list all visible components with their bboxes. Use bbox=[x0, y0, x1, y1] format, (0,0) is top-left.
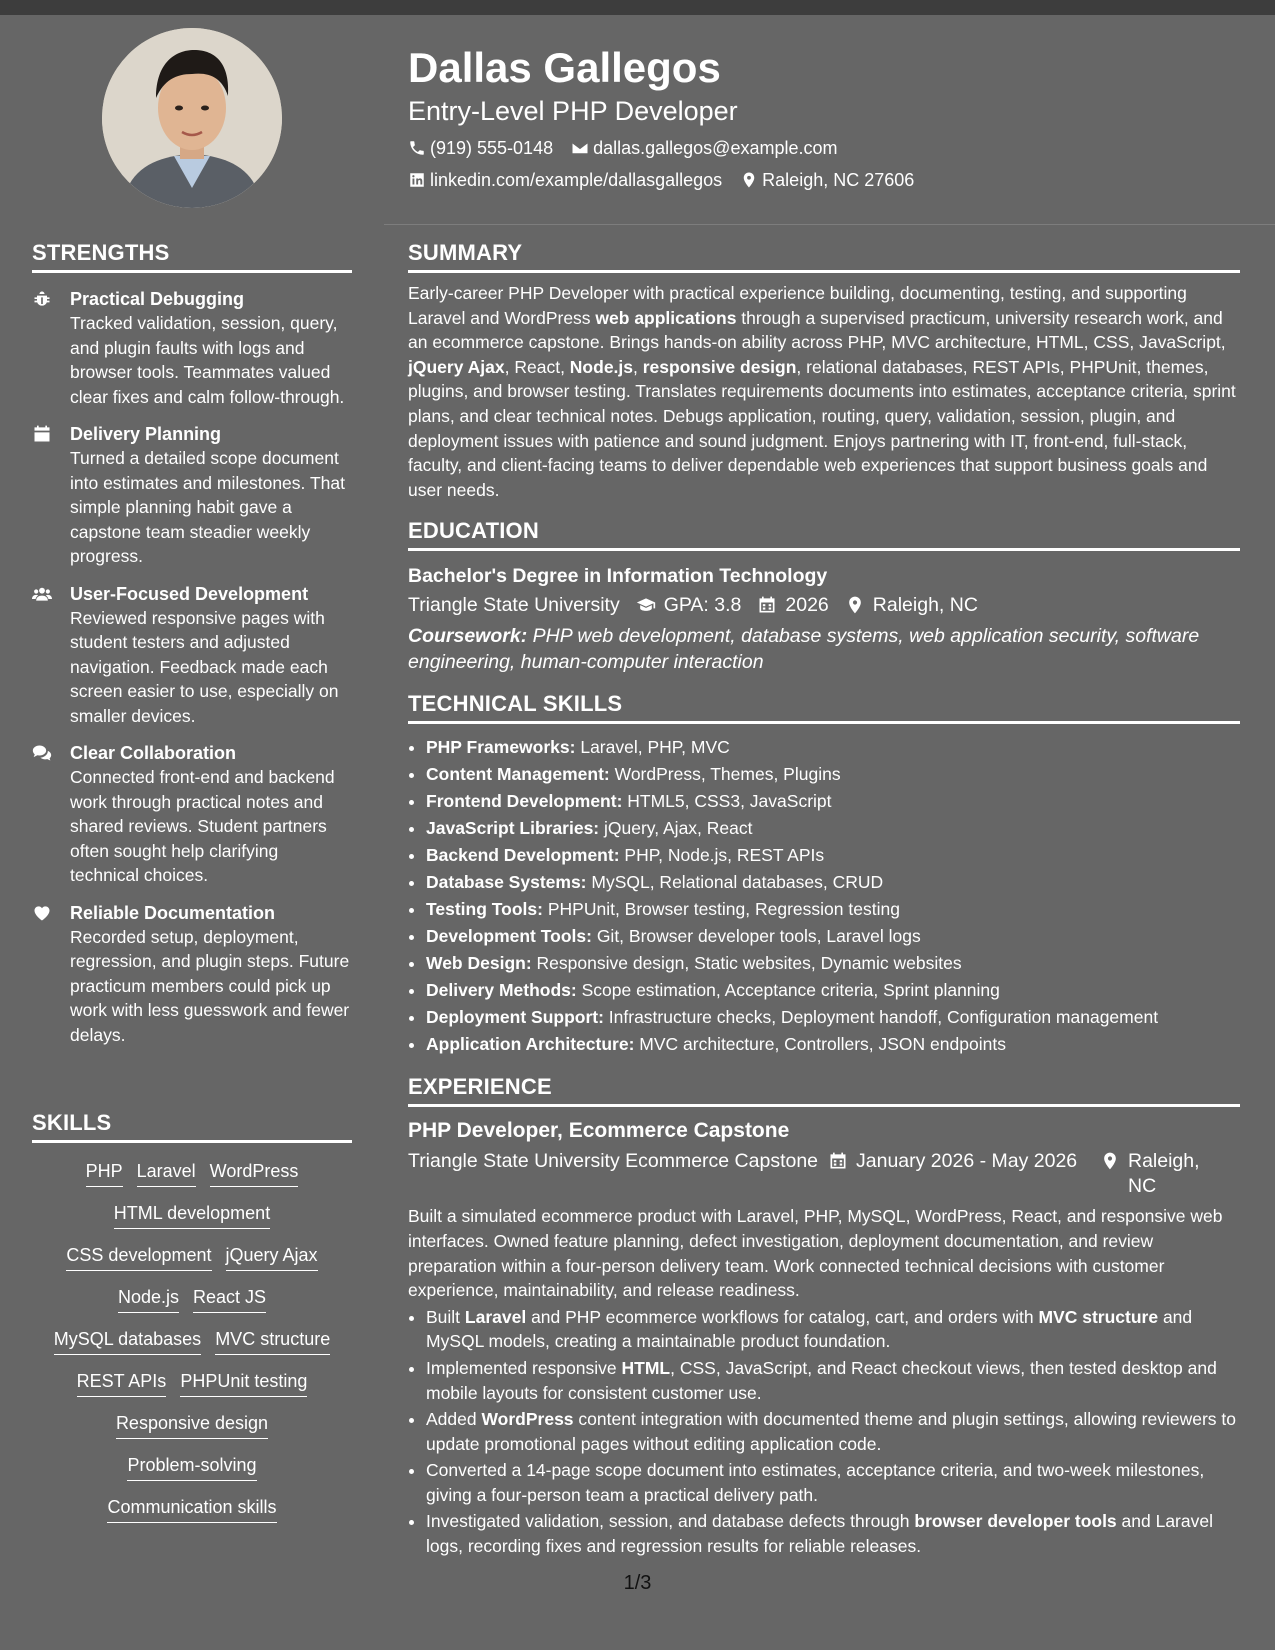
gpa-item bbox=[636, 591, 742, 619]
text-run: and PHP ecommerce workflows for catalog, cart, and orders with bbox=[526, 1306, 1039, 1327]
strength-item bbox=[32, 901, 352, 1048]
job-bullet bbox=[426, 1458, 1240, 1507]
technical-skill-label: Development Tools: bbox=[426, 926, 592, 947]
envelope-icon bbox=[571, 139, 589, 157]
strengths-title: STRENGTHS bbox=[32, 240, 352, 273]
text-run: and MySQL models, creating a maintainable product foundation. bbox=[426, 1306, 1193, 1352]
technical-skill-item bbox=[426, 815, 1240, 842]
strength-description: Tracked validation, session, query, and plugin faults with logs and browser tools. Teammates valued clear fixes and calm follow-through. bbox=[70, 313, 345, 407]
strength-body bbox=[70, 901, 352, 1048]
bold-keyword: WordPress bbox=[481, 1409, 574, 1430]
technical-skill-item bbox=[426, 977, 1240, 1004]
skills-row bbox=[32, 1327, 352, 1355]
map-marker-icon bbox=[740, 171, 758, 189]
technical-skill-value: Laravel, PHP, MVC bbox=[575, 737, 730, 758]
candidate-name: Dallas Gallegos bbox=[408, 44, 721, 91]
skills-row bbox=[32, 1201, 352, 1229]
technical-skill-value: MVC architecture, Controllers, JSON endpoints bbox=[634, 1034, 1006, 1055]
education-title: EDUCATION bbox=[408, 518, 1240, 551]
job-dates-text: January 2026 - May 2026 bbox=[856, 1150, 1078, 1173]
coursework-label: Coursework: bbox=[408, 625, 528, 648]
job-location bbox=[1100, 1149, 1210, 1198]
job-bullets bbox=[408, 1305, 1240, 1559]
calendar-icon bbox=[828, 1151, 848, 1171]
technical-skill-label: Database Systems: bbox=[426, 872, 587, 893]
skill-chip: MVC structure bbox=[215, 1327, 330, 1355]
text-run: , CSS, JavaScript, and React checkout views, then tested desktop and mobile layouts for consistent customer use. bbox=[426, 1357, 1217, 1403]
technical-skill-value: HTML5, CSS3, JavaScript bbox=[622, 791, 832, 812]
text-run: and Laravel logs, recording fixes and regression results for reliable releases. bbox=[426, 1511, 1213, 1557]
technical-skill-label: Content Management: bbox=[426, 764, 610, 785]
edu-location-item bbox=[845, 591, 978, 619]
phone-icon bbox=[408, 139, 426, 157]
profile-photo bbox=[102, 28, 282, 208]
coursework-text: PHP web development, database systems, web application security, software engineering, human-computer interaction bbox=[408, 625, 1200, 674]
technical-skills-list bbox=[408, 734, 1240, 1058]
bold-keyword: browser developer tools bbox=[914, 1511, 1117, 1532]
year-item bbox=[757, 591, 828, 619]
skill-chip: Laravel bbox=[137, 1159, 196, 1187]
strengths-section bbox=[32, 240, 352, 1047]
summary-section bbox=[408, 240, 1240, 502]
technical-skill-value: Scope estimation, Acceptance criteria, Sprint planning bbox=[576, 980, 1000, 1001]
technical-skill-label: Deployment Support: bbox=[426, 1007, 604, 1028]
technical-skill-value: Responsive design, Static websites, Dynamic websites bbox=[531, 953, 962, 974]
calendar-icon bbox=[757, 595, 777, 615]
education-section bbox=[408, 518, 1240, 675]
strength-icon-wrap bbox=[32, 422, 70, 569]
bold-keyword: responsive design bbox=[642, 356, 797, 377]
year-text: 2026 bbox=[785, 594, 829, 617]
job-title: PHP Developer, Ecommerce Capstone bbox=[408, 1119, 790, 1143]
summary-text bbox=[408, 281, 1240, 502]
skill-chip: Responsive design bbox=[116, 1411, 268, 1439]
strength-title: Delivery Planning bbox=[70, 424, 222, 444]
technical-skill-label: Backend Development: bbox=[426, 845, 620, 866]
technical-skill-label: JavaScript Libraries: bbox=[426, 818, 600, 839]
technical-skill-label: Application Architecture: bbox=[426, 1034, 635, 1055]
bold-keyword: MVC structure bbox=[1038, 1306, 1159, 1327]
gpa-text: GPA: 3.8 bbox=[663, 594, 742, 617]
strength-description: Turned a detailed scope document into estimates and milestones. That simple planning habit gave a capstone team steadier weekly progress. bbox=[70, 448, 345, 566]
technical-skill-label: Frontend Development: bbox=[426, 791, 623, 812]
job-dates bbox=[828, 1149, 1100, 1198]
candidate-role: Entry-Level PHP Developer bbox=[408, 96, 738, 126]
text-run: through a supervised practicum, university research work, and an ecommerce capstone. Brings hands-on ability across PHP, MVC architecture, HTML, CSS, JavaScript, bbox=[408, 307, 1226, 353]
job-meta bbox=[408, 1149, 1240, 1198]
experience-section bbox=[408, 1074, 1240, 1558]
coursework bbox=[408, 623, 1240, 675]
bold-keyword: web applications bbox=[595, 307, 737, 328]
strength-description: Connected front-end and backend work through practical notes and shared reviews. Student partners often sought help clarifying technical choices. bbox=[70, 767, 335, 885]
strength-body bbox=[70, 287, 352, 409]
technical-skill-value: PHPUnit, Browser testing, Regression testing bbox=[542, 899, 900, 920]
technical-skill-value: PHP, Node.js, REST APIs bbox=[619, 845, 825, 866]
bold-keyword: HTML bbox=[621, 1357, 671, 1378]
technical-skill-item bbox=[426, 788, 1240, 815]
skills-row bbox=[32, 1243, 352, 1271]
text-run: , React, bbox=[504, 356, 570, 377]
header-divider bbox=[384, 224, 1275, 225]
job-bullet bbox=[426, 1407, 1240, 1456]
phone-item[interactable] bbox=[408, 136, 553, 160]
text-run: , relational databases, REST APIs, PHPUnit, themes, plugins, and browser testing. Translates requirements documents into estimates, acceptance criteria, sprint plans, and clear technical notes. Debugs application, routing, query, validation, session, plugin, and deployment issues with patience and sound judgment. Enjoys partnering with IT, front-end, full-stack, faculty, and client-facing teams to deliver dependable web experiences that support business goals and user needs. bbox=[408, 356, 1236, 500]
job-bullet bbox=[426, 1305, 1240, 1354]
skill-chip: MySQL databases bbox=[54, 1327, 201, 1355]
text-run: Early-career PHP Developer with practical experience building, documenting, testing, and supporting Laravel and WordPress bbox=[408, 283, 1187, 328]
contact-line-2 bbox=[408, 168, 1238, 192]
technical-skill-label: Testing Tools: bbox=[426, 899, 543, 920]
skill-chip: jQuery Ajax bbox=[226, 1243, 318, 1271]
contact-line-1 bbox=[408, 136, 1238, 160]
job-bullet bbox=[426, 1356, 1240, 1405]
strength-body bbox=[70, 422, 352, 569]
skill-chip: React JS bbox=[193, 1285, 266, 1313]
technical-skill-value: Git, Browser developer tools, Laravel logs bbox=[591, 926, 921, 947]
technical-skill-value: MySQL, Relational databases, CRUD bbox=[586, 872, 884, 893]
main-column bbox=[408, 240, 1240, 1575]
skills-row bbox=[32, 1369, 352, 1397]
skill-chip: Node.js bbox=[118, 1285, 179, 1313]
location-item bbox=[740, 168, 914, 192]
job-bullet bbox=[426, 1509, 1240, 1558]
strength-title: Practical Debugging bbox=[70, 289, 245, 309]
experience-title: EXPERIENCE bbox=[408, 1074, 1240, 1107]
strength-description: Recorded setup, deployment, regression, and plugin steps. Future practicum members could pick up work with less guesswork and fewer delays. bbox=[70, 926, 350, 1045]
strength-icon-wrap bbox=[32, 901, 70, 1048]
technical-skill-label: PHP Frameworks: bbox=[426, 737, 576, 758]
strength-body bbox=[70, 741, 352, 888]
map-marker-icon bbox=[1100, 1151, 1120, 1171]
skills-title: SKILLS bbox=[32, 1110, 352, 1143]
bold-keyword: Node.js bbox=[569, 356, 634, 377]
skill-chip: Problem-solving bbox=[127, 1453, 256, 1481]
bold-keyword: jQuery Ajax bbox=[408, 356, 505, 377]
education-meta bbox=[408, 591, 1240, 619]
technical-skill-item bbox=[426, 842, 1240, 869]
technical-skill-value: jQuery, Ajax, React bbox=[599, 818, 753, 839]
skill-chip: PHP bbox=[86, 1159, 123, 1187]
strength-item bbox=[32, 741, 352, 888]
technical-skill-item bbox=[426, 950, 1240, 977]
technical-skill-item bbox=[426, 734, 1240, 761]
heart-icon bbox=[32, 903, 52, 923]
technical-skill-item bbox=[426, 761, 1240, 788]
job-organization: Triangle State University Ecommerce Capstone bbox=[408, 1150, 819, 1173]
page-number: 1/3 bbox=[623, 1572, 652, 1594]
job-description: Built a simulated ecommerce product with Laravel, PHP, MySQL, WordPress, React, and responsive web interfaces. Owned feature planning, defect investigation, deployment documentation, and review preparation within a four-person delivery team. Work connected technical decisions with customer experience, maintainability, and release readiness. bbox=[408, 1206, 1223, 1301]
strength-title: Reliable Documentation bbox=[70, 902, 276, 923]
technical-skill-value: WordPress, Themes, Plugins bbox=[609, 764, 841, 785]
skills-row bbox=[32, 1159, 352, 1187]
skills-row bbox=[32, 1285, 352, 1313]
technical-skill-label: Delivery Methods: bbox=[426, 980, 577, 1001]
strength-icon-wrap bbox=[32, 287, 70, 409]
text-run: content integration with documented theme and plugin settings, allowing reviewers to update promotional pages without editing application code. bbox=[426, 1409, 1237, 1454]
bold-keyword: Laravel bbox=[464, 1306, 527, 1327]
skill-chip: HTML development bbox=[114, 1201, 270, 1229]
skills-section bbox=[32, 1110, 352, 1523]
skill-chip: PHPUnit testing bbox=[180, 1369, 307, 1397]
strength-icon-wrap bbox=[32, 582, 70, 729]
email-text: dallas.gallegos@example.com bbox=[593, 138, 838, 158]
technical-skills-title: TECHNICAL SKILLS bbox=[408, 691, 1240, 724]
technical-skill-item bbox=[426, 896, 1240, 923]
technical-skill-value: Infrastructure checks, Deployment handoff, Configuration management bbox=[603, 1007, 1159, 1028]
technical-skill-item bbox=[426, 869, 1240, 896]
strength-title: User-Focused Development bbox=[70, 583, 309, 604]
bug-icon bbox=[32, 289, 52, 309]
location-text: Raleigh, NC 27606 bbox=[762, 170, 915, 190]
top-bar bbox=[0, 0, 1275, 15]
summary-title: SUMMARY bbox=[408, 240, 1240, 273]
linkedin-icon bbox=[408, 171, 426, 189]
strength-item bbox=[32, 287, 352, 409]
strength-item bbox=[32, 582, 352, 729]
school-name bbox=[408, 591, 620, 619]
skill-chip: Communication skills bbox=[107, 1495, 276, 1523]
calendar-icon bbox=[32, 424, 52, 444]
skills-row bbox=[32, 1453, 352, 1481]
text-run: , bbox=[633, 356, 643, 377]
resume-header bbox=[408, 42, 1238, 192]
text-run: Implemented responsive bbox=[426, 1357, 622, 1378]
skill-chip: WordPress bbox=[210, 1159, 299, 1187]
graduation-cap-icon bbox=[636, 595, 656, 615]
technical-skills-section bbox=[408, 691, 1240, 1058]
text-run: Added bbox=[426, 1409, 482, 1430]
text-run: Built bbox=[426, 1306, 465, 1327]
job-location-text: Raleigh, NC bbox=[1128, 1150, 1200, 1197]
strength-title: Clear Collaboration bbox=[70, 743, 237, 763]
technical-skill-item bbox=[426, 1031, 1240, 1058]
users-icon bbox=[32, 584, 52, 604]
map-marker-icon bbox=[845, 595, 865, 615]
strength-description: Reviewed responsive pages with student testers and adjusted navigation. Feedback made each screen easier to use, especially on smaller devices. bbox=[70, 607, 339, 726]
technical-skill-item bbox=[426, 1004, 1240, 1031]
skill-chip: CSS development bbox=[66, 1243, 211, 1271]
school-text: Triangle State University bbox=[408, 594, 620, 617]
linkedin-text: linkedin.com/example/dallasgallegos bbox=[430, 170, 723, 190]
skills-row bbox=[32, 1495, 352, 1523]
strength-item bbox=[32, 422, 352, 569]
technical-skill-label: Web Design: bbox=[426, 953, 532, 974]
email-item[interactable] bbox=[571, 136, 837, 160]
edu-location-text: Raleigh, NC bbox=[872, 594, 978, 617]
technical-skill-item bbox=[426, 923, 1240, 950]
skill-chip: REST APIs bbox=[77, 1369, 167, 1397]
strength-icon-wrap bbox=[32, 741, 70, 888]
degree-title: Bachelor's Degree in Information Technology bbox=[408, 565, 828, 588]
text-run: Converted a 14-page scope document into estimates, acceptance criteria, and two-week milestones, giving a four-person team a practical delivery path. bbox=[426, 1460, 1205, 1505]
linkedin-item[interactable] bbox=[408, 168, 722, 192]
text-run: Investigated validation, session, and database defects through bbox=[426, 1511, 915, 1532]
phone-text: (919) 555-0148 bbox=[430, 138, 554, 158]
comments-icon bbox=[32, 743, 52, 763]
skills-row bbox=[32, 1411, 352, 1439]
strength-body bbox=[70, 582, 352, 729]
